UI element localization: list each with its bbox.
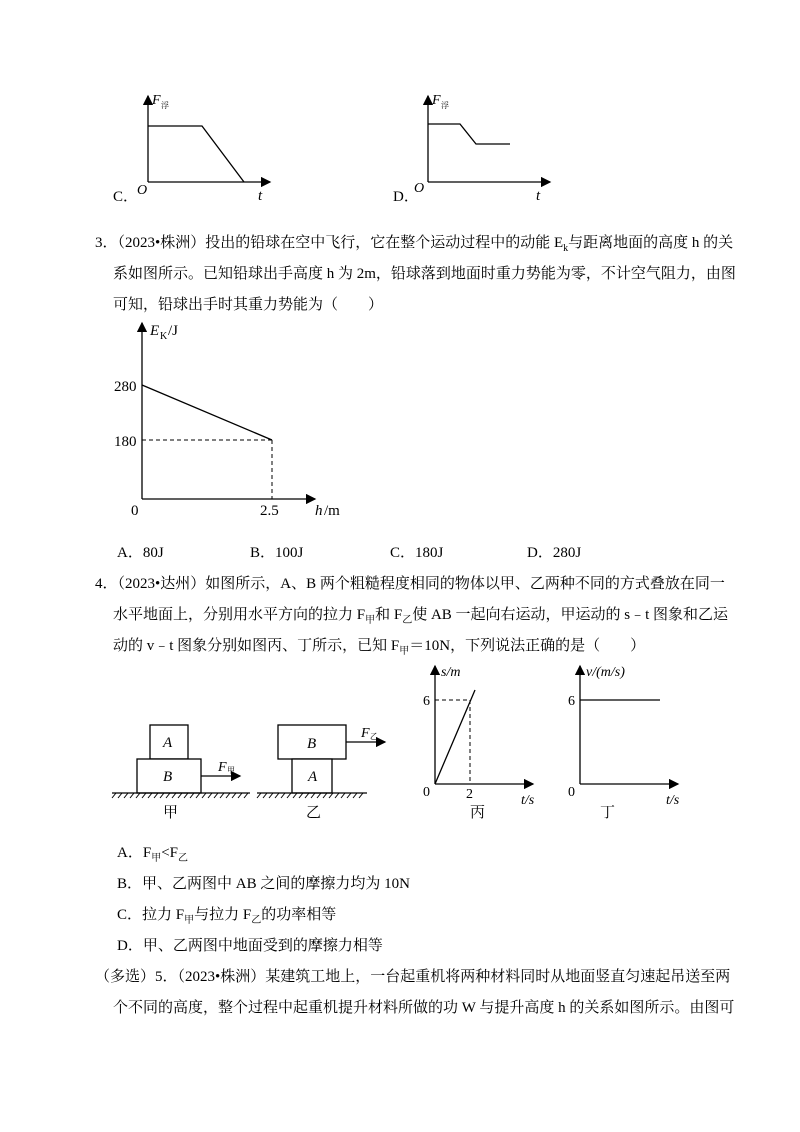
q4-fig-jia [110,715,260,825]
q4-bing-xlabel: t/s [521,793,535,808]
q3-line3: 可知，铅球出手时其重力势能为（ ） [113,297,384,313]
q3-ek-line [142,385,272,440]
q4-yi-caption: 乙 [306,805,322,821]
q4-line2 [113,605,728,631]
q3-xlabel: h [315,503,323,519]
q3-ytick-280: 280 [114,379,137,395]
q4-line2-a: 水平地面上，分别用水平方向的拉力 F [113,607,366,623]
option-c-ylabel: F [152,93,161,108]
q4-opt-c-1: C．拉力 F [117,907,185,923]
q3-option-c: C．180J [390,545,444,561]
q4-option-d: D．甲、乙两图中地面受到的摩擦力相等 [117,938,383,954]
q4-opt-c-3: 的功率相等 [261,907,337,923]
option-c-label: C． [113,189,139,205]
q3-line1 [95,233,733,259]
q5-line1: （多选）5．（2023•株洲）某建筑工地上，一台起重机将两种材料同时从地面竖直匀速起吊送至两 [95,969,731,985]
q3-line2: 系如图所示。已知铅球出手高度 h 为 2m，铅球落到地面时重力势能为零，不计空气阻力，由图 [113,266,736,282]
q4-line2-b: 和 F [375,607,403,623]
q3-line1-rest: 与距离地面的高度 h 的关 [568,235,734,251]
option-c-curve [148,126,244,182]
q4-yi-top-label: B [307,736,317,752]
q4-line3-b: ＝10N，下列说法正确的是（ ） [409,638,646,654]
option-d-origin: O [414,181,425,196]
option-c-xlabel: t [258,188,263,204]
q4-bing-line [435,690,475,784]
option-c-origin: O [137,183,148,198]
q3-line1-text: 3．（2023•株洲）投出的铅球在空中飞行，它在整个运动过程中的动能 E [95,235,564,251]
q4-opt-c-sub1: 甲 [184,915,195,926]
q4-option-a [117,843,188,869]
q4-bing-xtick: 2 [466,787,473,802]
q4-jia-top-label: A [163,735,173,751]
q4-fig-bing [415,660,555,820]
q4-line2-c: 使 AB 一起向右运动，甲运动的 s﹣t 图象和乙运 [412,607,729,623]
q4-line1: 4．（2023•达州）如图所示，A、B 两个粗糙程度相同的物体以甲、乙两种不同的方式叠放在同一 [95,576,725,592]
q4-ding-ylabel: v/(m/s) [586,665,625,680]
q4-option-b: B．甲、乙两图中 AB 之间的摩擦力均为 10N [117,876,410,892]
q4-option-c [117,905,336,931]
q4-line2-sub2: 乙 [402,615,413,626]
q3-option-a: A．80J [117,545,164,561]
q3-ytick-180: 180 [114,434,137,450]
q4-yi-force-sub: 乙 [370,732,378,741]
option-d-ylabel: F [432,93,441,108]
q3-line1-sub: k [563,243,569,254]
q3-origin: 0 [131,503,139,519]
q4-ding-caption: 丁 [600,805,616,820]
q3-xtick-2.5: 2.5 [260,503,279,519]
q3-ylabel-unit: /J [168,323,179,339]
q4-line2-sub1: 甲 [365,615,376,626]
q4-yi-bottom-label: A [308,769,318,785]
q4-ding-xlabel: t/s [666,793,680,808]
q4-line3-sub: 甲 [399,646,410,657]
q5-line2: 个不同的高度，整个过程中起重机提升材料所做的功 W 与提升高度 h 的关系如图所示。由图可 [113,1000,735,1016]
option-d-xlabel: t [536,188,541,204]
q4-jia-force-label: F [218,760,227,775]
q3-option-d: D．280J [527,545,582,561]
option-d-curve [428,124,510,144]
q4-opt-a-sub1: 甲 [151,853,162,864]
q4-opt-c-sub2: 乙 [251,915,262,926]
q4-opt-a-sub2: 乙 [178,853,188,864]
q3-chart [110,318,370,523]
q4-bing-caption: 丙 [470,805,486,820]
q4-jia-bottom-label: B [163,769,173,785]
q4-bing-ylabel: s/m [441,665,461,680]
q4-line3 [113,636,645,662]
q4-bing-ytick: 6 [423,694,430,709]
q3-xlabel-unit: /m [324,503,340,519]
q4-jia-force-sub: 甲 [227,766,235,775]
q4-bing-origin: 0 [423,785,430,800]
q4-jia-caption: 甲 [163,805,179,821]
q4-opt-c-2: 与拉力 F [194,907,252,923]
option-d-label: D． [393,189,419,205]
option-c-ysub: 浮 [161,101,169,110]
option-d-ysub: 浮 [441,101,449,110]
q4-yi-force-label: F [361,726,370,741]
q3-option-b: B．100J [250,545,304,561]
q4-opt-a-2: <F [161,845,178,861]
q3-ylabel-sub: K [160,331,168,342]
q4-opt-a-1: A．F [117,845,152,861]
q4-fig-ding [560,660,700,820]
q4-fig-yi [255,715,405,825]
q4-ding-ytick: 6 [568,694,575,709]
q4-ding-origin: 0 [568,785,575,800]
q4-line3-a: 动的 v﹣t 图象分别如图丙、丁所示，已知 F [113,638,400,654]
q3-ylabel: E [150,323,160,339]
